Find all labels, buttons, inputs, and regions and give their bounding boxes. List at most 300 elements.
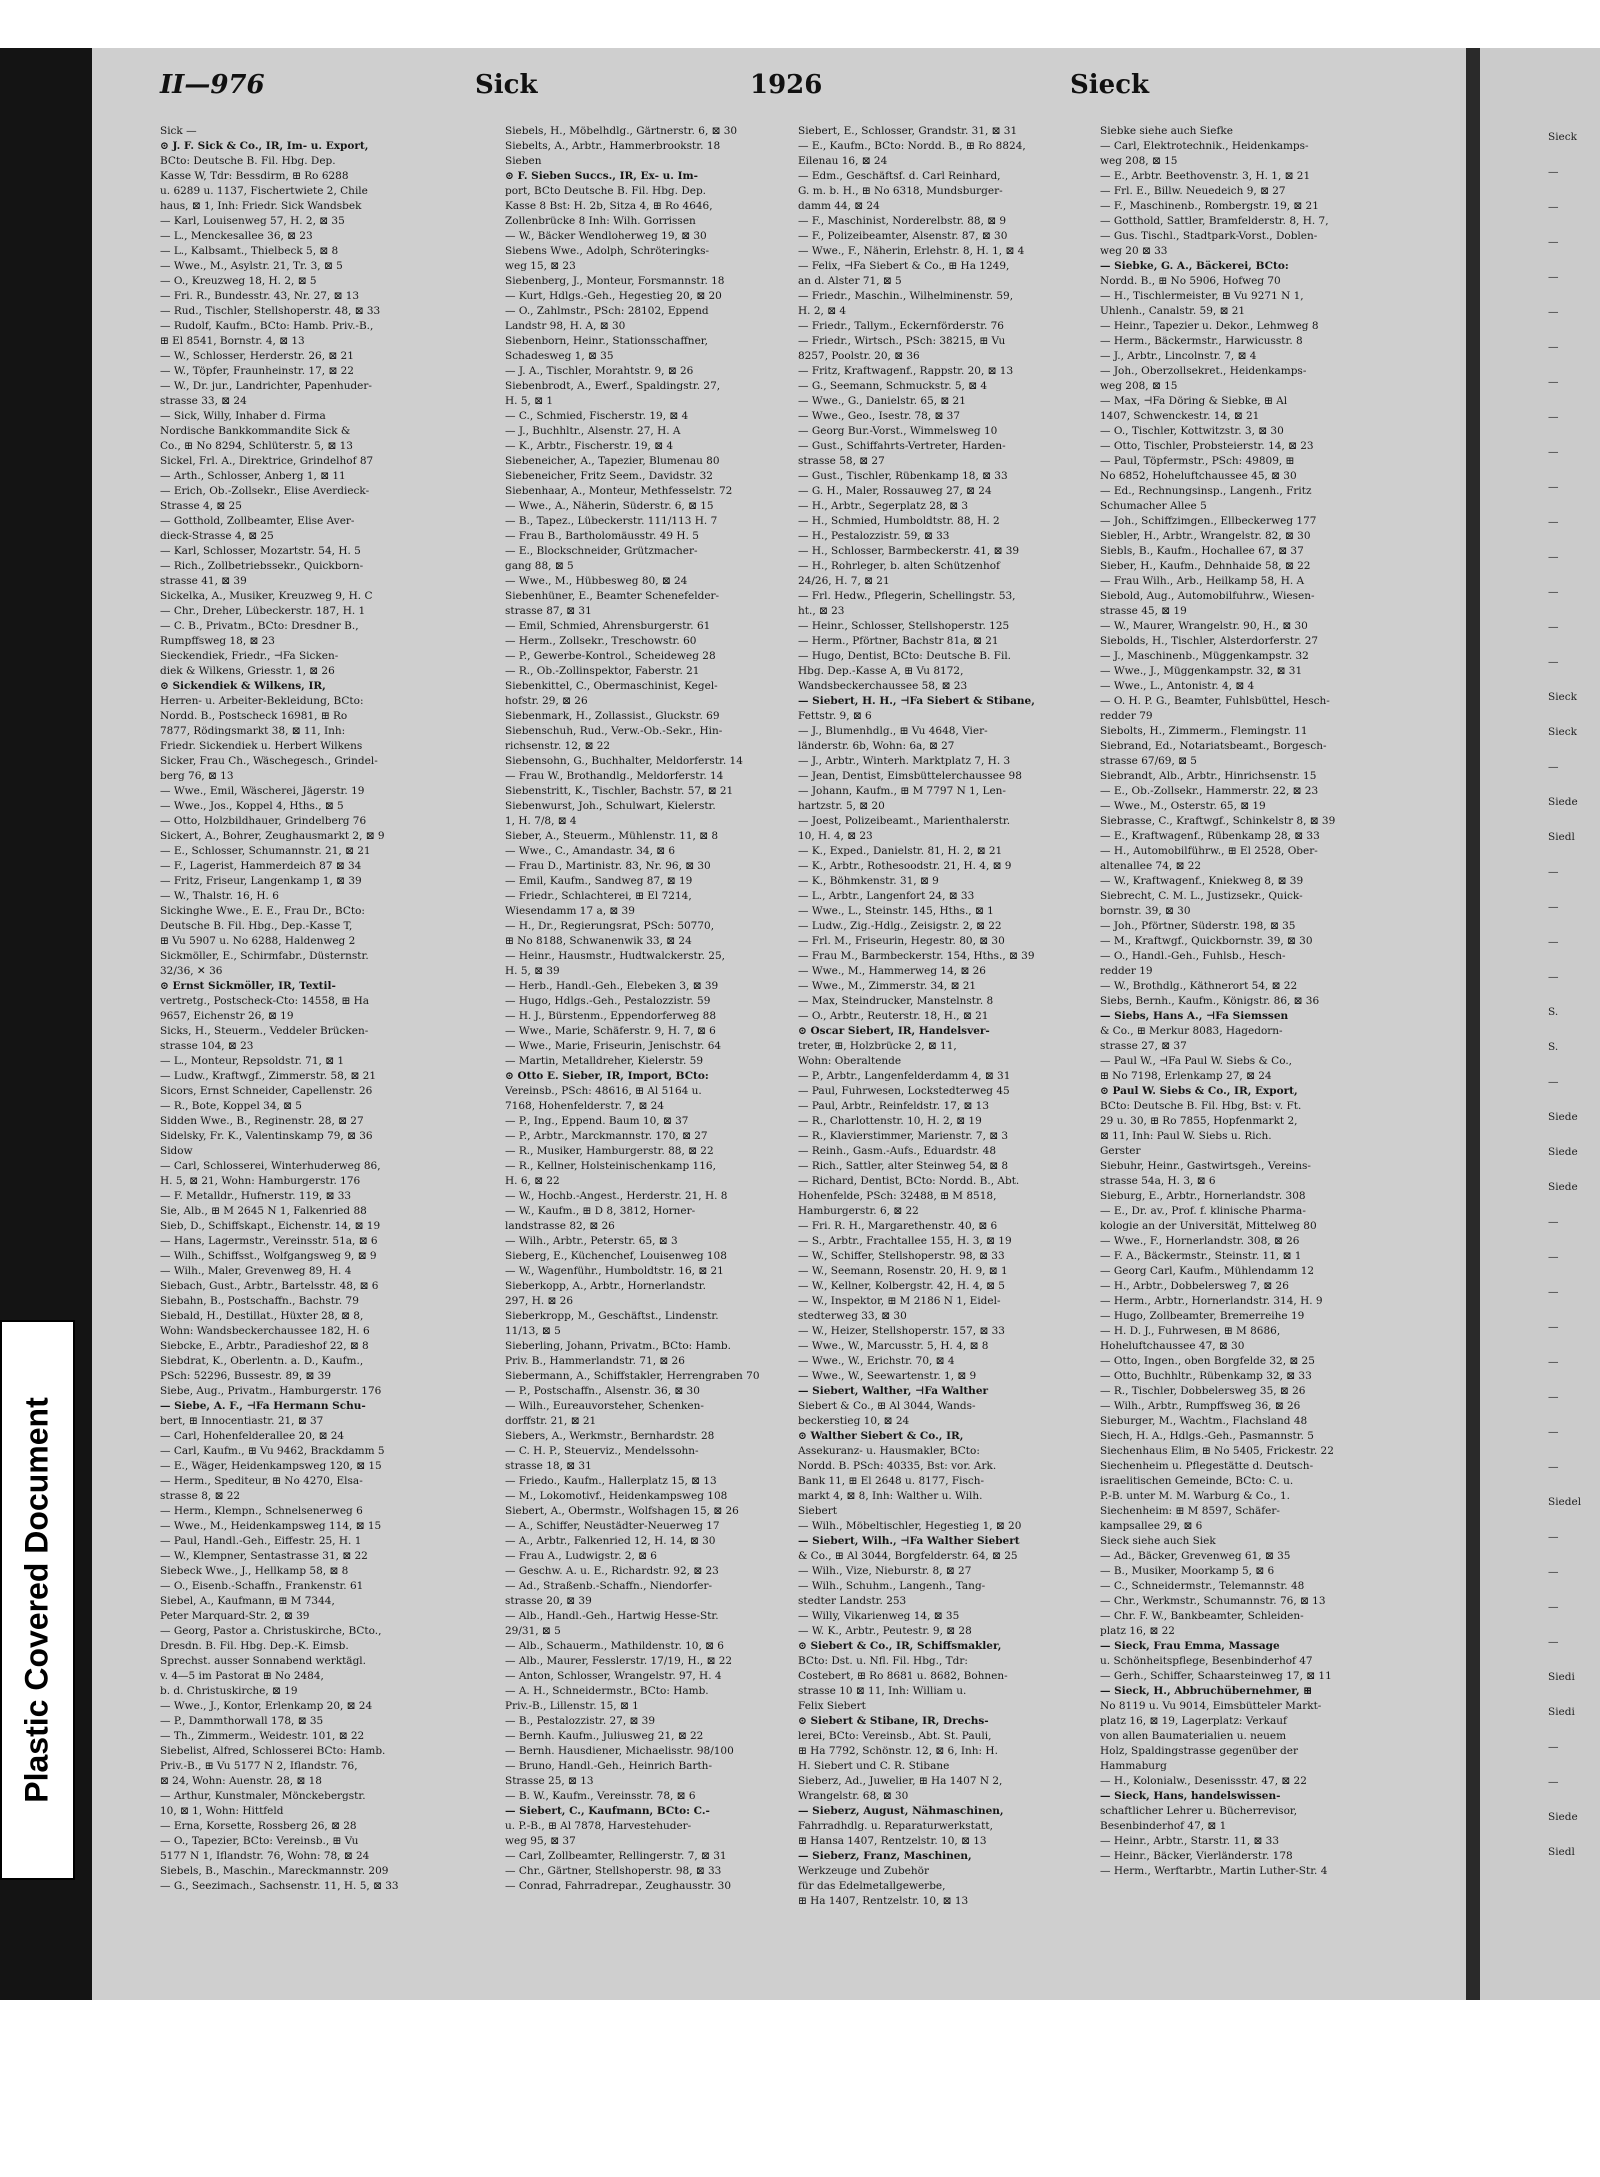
- directory-entry-line: H. 5, ⊠ 39: [505, 965, 560, 977]
- directory-entry-line: — W., Seemann, Rosenstr. 20, H. 9, ⊠ 1: [798, 1265, 1008, 1277]
- adjacent-page-fragment: —: [1548, 1601, 1559, 1613]
- directory-entry-line: strasse 8, ⊠ 22: [160, 1490, 241, 1502]
- directory-entry-line: — Heinr., Arbtr., Starstr. 11, ⊠ 33: [1100, 1835, 1280, 1847]
- directory-entry-line: — Alb., Maurer, Fesslerstr. 17/19, H., ⊠ 22: [505, 1655, 733, 1667]
- directory-entry-line: — W., Schiffer, Stellshoperstr. 98, ⊠ 33: [798, 1250, 1005, 1262]
- directory-entry-line: — H., Automobilführw., ⊞ El 2528, Ober-: [1100, 845, 1318, 857]
- directory-entry-line: — B., Musiker, Moorkamp 5, ⊠ 6: [1100, 1565, 1275, 1577]
- directory-entry-line: — Herm., Werftarbtr., Martin Luther-Str. 4: [1100, 1865, 1328, 1877]
- adjacent-page-fragment: —: [1548, 411, 1559, 423]
- directory-entry-line: Siechenhaus Elim, ⊞ No 5405, Frickestr. 22: [1100, 1445, 1334, 1457]
- directory-entry-line: — Wwe., M., Asylstr. 21, Tr. 3, ⊠ 5: [160, 260, 343, 272]
- directory-entry-line: — E., Arbtr. Beethovenstr. 3, H. 1, ⊠ 21: [1100, 170, 1311, 182]
- directory-entry-line: — Friedr., Schlachterei, ⊞ El 7214,: [505, 890, 692, 902]
- directory-entry-line: Sicors, Ernst Schneider, Capellenstr. 26: [160, 1085, 373, 1097]
- directory-entry-line: Siebenstritt, K., Tischler, Bachstr. 57, ⊠ 21: [505, 785, 734, 797]
- adjacent-page-fragment: —: [1548, 621, 1559, 633]
- directory-entry-line: — Friedr., Tallym., Eckernförderstr. 76: [798, 320, 1004, 332]
- directory-entry-line: — H., Arbtr., Dobbelersweg 7, ⊠ 26: [1100, 1280, 1289, 1292]
- directory-entry-line: — Alb., Schauerm., Mathildenstr. 10, ⊠ 6: [505, 1640, 724, 1652]
- directory-entry-line: — L., Arbtr., Langenfort 24, ⊠ 33: [798, 890, 975, 902]
- directory-entry-line: Sie, Alb., ⊞ M 2645 N 1, Falkenried 88: [160, 1205, 367, 1217]
- directory-entry-line: — W., Töpfer, Fraunheinstr. 17, ⊠ 22: [160, 365, 354, 377]
- directory-entry-line: — A. H., Schneidermstr., BCto: Hamb.: [505, 1685, 709, 1697]
- directory-entry-line: redder 19: [1100, 965, 1153, 977]
- adjacent-page-fragment: —: [1548, 971, 1559, 983]
- directory-entry-line: ⊠ 24, Wohn: Auenstr. 28, ⊠ 18: [160, 1775, 322, 1787]
- directory-entry-line: — Frau W., Brothandlg., Meldorferstr. 14: [505, 770, 724, 782]
- directory-entry-line: strasse 67/69, ⊠ 5: [1100, 755, 1197, 767]
- directory-entry-line: — W. K., Arbtr., Peutestr. 9, ⊠ 28: [798, 1625, 972, 1637]
- directory-entry-line: — H., Schmied, Humboldtstr. 88, H. 2: [798, 515, 1000, 527]
- directory-entry-line: — Otto, Holzbildhauer, Grindelberg 76: [160, 815, 367, 827]
- directory-entry-line: ⊞ Vu 5907 u. No 6288, Haldenweg 2: [160, 935, 356, 947]
- directory-entry-line: — Rich., Sattler, alter Steinweg 54, ⊠ 8: [798, 1160, 1009, 1172]
- directory-entry-line: Co., ⊞ No 8294, Schlüterstr. 5, ⊠ 13: [160, 440, 353, 452]
- directory-entry-line: & Co., ⊞ Merkur 8083, Hagedorn-: [1100, 1025, 1283, 1037]
- directory-entry-line: Sieben: [505, 155, 542, 167]
- directory-entry-line: No 8119 u. Vu 9014, Eimsbütteler Markt-: [1100, 1700, 1322, 1712]
- adjacent-page-fragment: S.: [1548, 1006, 1559, 1018]
- directory-entry-line: — O. H. P. G., Beamter, Fuhlsbüttel, Hesch-: [1100, 695, 1330, 707]
- directory-entry-line: — Frau Wilh., Arb., Heilkamp 58, H. A: [1100, 575, 1305, 587]
- directory-entry-line: — Rich., Zollbetriebssekr., Quickborn-: [160, 560, 364, 572]
- directory-entry-line: — E., Kaufm., BCto: Nordd. B., ⊞ Ro 8824,: [798, 140, 1026, 152]
- directory-entry-line: Siebert & Co., ⊞ Al 3044, Wands-: [798, 1400, 976, 1412]
- directory-entry-line: dorffstr. 21, ⊠ 21: [505, 1415, 597, 1427]
- directory-entry-line: weg 20 ⊠ 33: [1100, 245, 1168, 257]
- directory-entry-line: — Paul, Handl.-Geh., Eiffestr. 25, H. 1: [160, 1535, 362, 1547]
- directory-entry-line: ⊞ Hansa 1407, Rentzelstr. 10, ⊠ 13: [798, 1835, 987, 1847]
- directory-entry-line: ⊞ Ha 7792, Schönstr. 12, ⊠ 6, Inh: H.: [798, 1745, 998, 1757]
- directory-entry-line: — Paul, Arbtr., Reinfeldstr. 17, ⊠ 13: [798, 1100, 990, 1112]
- directory-entry-line: Bank 11, ⊞ El 2648 u. 8177, Fisch-: [798, 1475, 985, 1487]
- directory-entry-line: Hammaburg: [1100, 1760, 1167, 1772]
- directory-entry-line: & Co., ⊞ Al 3044, Borgfelderstr. 64, ⊠ 25: [798, 1550, 1018, 1562]
- directory-entry-line: strasse 27, ⊠ 37: [1100, 1040, 1187, 1052]
- directory-entry-line: — Wwe., M., Osterstr. 65, ⊠ 19: [1100, 800, 1266, 812]
- directory-entry-line: — Herm., Klempn., Schnelsenerweg 6: [160, 1505, 363, 1517]
- directory-entry-line: — K., Exped., Danielstr. 81, H. 2, ⊠ 21: [798, 845, 1003, 857]
- directory-entry-line: — A., Schiffer, Neustädter-Neuerweg 17: [505, 1520, 720, 1532]
- directory-entry-line: Kasse 8 Bst: H. 2b, Sitza 4, ⊞ Ro 4646,: [505, 200, 713, 212]
- directory-entry-line: — Herm., Arbtr., Hornerlandstr. 314, H. 9: [1100, 1295, 1323, 1307]
- directory-entry-line: — Joh., Schiffzimgen., Ellbeckerweg 177: [1100, 515, 1317, 527]
- directory-entry-line: — Rudolf, Kaufm., BCto: Hamb. Priv.-B.,: [160, 320, 374, 332]
- directory-entry-line: — P., Dammthorwall 178, ⊠ 35: [160, 1715, 324, 1727]
- adjacent-page-fragment: —: [1548, 481, 1559, 493]
- directory-entry-line: — R., Charlottenstr. 10, H. 2, ⊠ 19: [798, 1115, 982, 1127]
- directory-entry-line: ⊙ Siebert & Stibane, IR, Drechs-: [798, 1715, 989, 1727]
- directory-entry-line: — H., Pestalozzistr. 59, ⊠ 33: [798, 530, 950, 542]
- directory-entry-line: u. 6289 u. 1137, Fischertwiete 2, Chile: [160, 185, 368, 197]
- directory-entry-line: strasse 45, ⊠ 19: [1100, 605, 1187, 617]
- directory-entry-line: — W., Heizer, Stellshoperstr. 157, ⊠ 33: [798, 1325, 1005, 1337]
- directory-entry-line: — W., Dr. jur., Landrichter, Papenhuder-: [160, 380, 372, 392]
- directory-entry-line: landstrasse 82, ⊠ 26: [505, 1220, 615, 1232]
- directory-entry-line: stedterweg 33, ⊠ 30: [798, 1310, 907, 1322]
- directory-entry-line: Schadesweg 1, ⊠ 35: [505, 350, 614, 362]
- directory-entry-line: — B., Tapez., Lübeckerstr. 111/113 H. 7: [505, 515, 718, 527]
- directory-entry-line: — Joh., Oberzollsekret., Heidenkamps-: [1100, 365, 1307, 377]
- directory-entry-line: — R., Bote, Koppel 34, ⊠ 5: [160, 1100, 302, 1112]
- directory-entry-line: — Paul, Töpfermstr., PSch: 49809, ⊞: [1100, 455, 1295, 467]
- directory-entry-line: Siebel, A., Kaufmann, ⊞ M 7344,: [160, 1595, 335, 1607]
- directory-entry-line: — Wwe., M., Hammerweg 14, ⊠ 26: [798, 965, 986, 977]
- directory-entry-line: strasse 41, ⊠ 39: [160, 575, 247, 587]
- directory-entry-line: ⊙ Sickendiek & Wilkens, IR,: [160, 680, 326, 692]
- directory-entry-line: hartzstr. 5, ⊠ 20: [798, 800, 885, 812]
- directory-entry-line: — J. A., Tischler, Morahtstr. 9, ⊠ 26: [505, 365, 694, 377]
- adjacent-page-fragment: Siedl: [1548, 1846, 1575, 1858]
- directory-entry-line: 11/13, ⊠ 5: [505, 1325, 561, 1337]
- header-year: 1926: [750, 70, 823, 100]
- directory-entry-line: Siebeneicher, Fritz Seem., Davidstr. 32: [505, 470, 713, 482]
- directory-column-3: [798, 124, 1090, 1934]
- adjacent-page-fragment: —: [1548, 1741, 1559, 1753]
- directory-entry-line: — Gotthold, Sattler, Bramfelderstr. 8, H. 7,: [1100, 215, 1329, 227]
- directory-entry-line: Siebenhaar, A., Monteur, Methfesselstr. 72: [505, 485, 733, 497]
- directory-entry-line: — Erna, Korsette, Rossberg 26, ⊠ 28: [160, 1820, 357, 1832]
- directory-entry-line: Siebuhr, Heinr., Gastwirtsgeh., Vereins-: [1100, 1160, 1311, 1172]
- directory-entry-line: — Edm., Geschäftsf. d. Carl Reinhard,: [798, 170, 1001, 182]
- adjacent-page-fragment: —: [1548, 201, 1559, 213]
- directory-entry-line: — Sieck, Hans, handelswissen-: [1100, 1790, 1281, 1802]
- directory-entry-line: 1, H. 7/8, ⊠ 4: [505, 815, 577, 827]
- directory-entry-line: 8257, Poolstr. 20, ⊠ 36: [798, 350, 920, 362]
- directory-entry-line: v. 4—5 im Pastorat ⊞ No 2484,: [160, 1670, 324, 1682]
- directory-entry-line: Sickinghe Wwe., E. E., Frau Dr., BCto:: [160, 905, 365, 917]
- adjacent-page-fragment: —: [1548, 901, 1559, 913]
- directory-entry-line: strasse 104, ⊠ 23: [160, 1040, 254, 1052]
- directory-entry-line: Eilenau 16, ⊠ 24: [798, 155, 888, 167]
- directory-entry-line: Sidow: [160, 1145, 193, 1157]
- directory-entry-line: — Heinr., Hausmstr., Hudtwalckerstr. 25,: [505, 950, 726, 962]
- directory-entry-line: — W., Kellner, Kolbergstr. 42, H. 4, ⊠ 5: [798, 1280, 1005, 1292]
- directory-entry-line: — P., Arbtr., Marckmannstr. 170, ⊠ 27: [505, 1130, 708, 1142]
- directory-entry-line: — Chr., Dreher, Lübeckerstr. 187, H. 1: [160, 605, 366, 617]
- directory-entry-line: — Herm., Bäckermstr., Harwicusstr. 8: [1100, 335, 1303, 347]
- directory-entry-line: — W., Brothdlg., Käthnerort 54, ⊠ 22: [1100, 980, 1298, 992]
- directory-entry-line: ⊙ F. Sieben Succs., IR, Ex- u. Im-: [505, 170, 698, 182]
- directory-entry-line: ⊞ El 8541, Bornstr. 4, ⊠ 13: [160, 335, 305, 347]
- directory-entry-line: Siechenheim u. Pflegestätte d. Deutsch-: [1100, 1460, 1314, 1472]
- directory-entry-line: dieck-Strasse 4, ⊠ 25: [160, 530, 274, 542]
- directory-entry-line: Sieberling, Johann, Privatm., BCto: Hamb.: [505, 1340, 731, 1352]
- directory-entry-line: — Karl, Schlosser, Mozartstr. 54, H. 5: [160, 545, 361, 557]
- directory-entry-line: Siebensohn, G., Buchhalter, Meldorferstr. 14: [505, 755, 743, 767]
- directory-entry-line: — Wwe., Marie, Schäferstr. 9, H. 7, ⊠ 6: [505, 1025, 716, 1037]
- directory-entry-line: — Wwe., J., Kontor, Erlenkamp 20, ⊠ 24: [160, 1700, 373, 1712]
- directory-entry-line: Sieburg, E., Arbtr., Hornerlandstr. 308: [1100, 1190, 1306, 1202]
- directory-entry-line: Nordd. B. PSch: 40335, Bst: vor. Ark.: [798, 1460, 997, 1472]
- directory-entry-line: — Herm., Zollsekr., Treschowstr. 60: [505, 635, 697, 647]
- adjacent-page-text: [1548, 130, 1598, 1930]
- header-right-keyword: Sieck: [1070, 70, 1150, 100]
- adjacent-page-fragment: —: [1548, 1426, 1559, 1438]
- directory-entry-line: — Chr., Gärtner, Stellshoperstr. 98, ⊠ 33: [505, 1865, 722, 1877]
- directory-entry-line: — Heinr., Bäcker, Vierländerstr. 178: [1100, 1850, 1293, 1862]
- directory-entry-line: — Gus. Tischl., Stadtpark-Vorst., Doblen-: [1100, 230, 1318, 242]
- directory-entry-line: — Chr., Werkmstr., Schumannstr. 76, ⊠ 13: [1100, 1595, 1326, 1607]
- directory-entry-line: Fahrradhdlg. u. Reparaturwerkstatt,: [798, 1820, 993, 1832]
- adjacent-page-fragment: —: [1548, 586, 1559, 598]
- directory-entry-line: Nordd. B., ⊞ No 5906, Hofweg 70: [1100, 275, 1281, 287]
- directory-entry-line: — L., Menckesallee 36, ⊠ 23: [160, 230, 313, 242]
- directory-entry-line: — J., Maschinenb., Müggenkampstr. 32: [1100, 650, 1309, 662]
- directory-entry-line: — Jean, Dentist, Eimsbüttelerchaussee 98: [798, 770, 1022, 782]
- directory-entry-line: — Geschw. A. u. E., Richardstr. 92, ⊠ 23: [505, 1565, 719, 1577]
- directory-entry-line: — Paul W., ⊣Fa Paul W. Siebs & Co.,: [1100, 1055, 1293, 1067]
- directory-entry-line: — Wilh., Schuhm., Langenh., Tang-: [798, 1580, 986, 1592]
- header-left-keyword: Sick: [475, 70, 538, 100]
- directory-entry-line: — W., Wagenführ., Humboldtstr. 16, ⊠ 21: [505, 1265, 724, 1277]
- adjacent-page-fragment: —: [1548, 1251, 1559, 1263]
- directory-entry-line: 29 u. 30, ⊞ Ro 7855, Hopfenmarkt 2,: [1100, 1115, 1298, 1127]
- directory-entry-line: Sieburger, M., Wachtm., Flachsland 48: [1100, 1415, 1308, 1427]
- adjacent-page-fragment: —: [1548, 1076, 1559, 1088]
- directory-column-2: [505, 124, 797, 1934]
- directory-entry-line: — L., Kalbsamt., Thielbeck 5, ⊠ 8: [160, 245, 339, 257]
- page-number: II—976: [160, 70, 265, 100]
- directory-entry-line: Siebcke, E., Arbtr., Paradieshof 22, ⊠ 8: [160, 1340, 369, 1352]
- directory-entry-line: Siebeneicher, A., Tapezier, Blumenau 80: [505, 455, 720, 467]
- directory-entry-line: — Bruno, Handl.-Geh., Heinrich Barth-: [505, 1760, 712, 1772]
- directory-entry-line: — Fritz, Friseur, Langenkamp 1, ⊠ 39: [160, 875, 362, 887]
- directory-entry-line: an d. Alster 71, ⊠ 5: [798, 275, 902, 287]
- directory-entry-line: Assekuranz- u. Hausmakler, BCto:: [798, 1445, 980, 1457]
- adjacent-page-fragment: Sieck: [1548, 131, 1578, 143]
- directory-entry-line: — K., Arbtr., Rothesoodstr. 21, H. 4, ⊠ 9: [798, 860, 1012, 872]
- directory-entry-line: — Ad., Bäcker, Grevenweg 61, ⊠ 35: [1100, 1550, 1291, 1562]
- directory-entry-line: — O., Tischler, Kottwitzstr. 3, ⊠ 30: [1100, 425, 1284, 437]
- directory-entry-line: — H. D. J., Fuhrwesen, ⊞ M 8686,: [1100, 1325, 1281, 1337]
- adjacent-page-fragment: —: [1548, 1566, 1559, 1578]
- directory-entry-line: — F., Maschinenb., Rombergstr. 19, ⊠ 21: [1100, 200, 1319, 212]
- directory-entry-line: b. d. Christuskirche, ⊠ 19: [160, 1685, 298, 1697]
- directory-entry-line: — Anton, Schlosser, Wrangelstr. 97, H. 4: [505, 1670, 722, 1682]
- directory-entry-line: — Heinr., Tapezier u. Dekor., Lehmweg 8: [1100, 320, 1319, 332]
- directory-entry-line: Hamburgerstr. 6, ⊠ 22: [798, 1205, 919, 1217]
- directory-entry-line: — Wwe., W., Seewartenstr. 1, ⊠ 9: [798, 1370, 977, 1382]
- adjacent-page-fragment: Siedel: [1548, 1496, 1582, 1508]
- directory-entry-line: — Siebert, Walther, ⊣Fa Walther: [798, 1385, 989, 1397]
- directory-entry-line: Sieberg, E., Küchenchef, Louisenweg 108: [505, 1250, 727, 1262]
- directory-entry-line: — Ad., Straßenb.-Schaffn., Niendorfer-: [505, 1580, 713, 1592]
- adjacent-page-fragment: —: [1548, 236, 1559, 248]
- adjacent-page-fragment: —: [1548, 376, 1559, 388]
- directory-entry-line: Sieberkropp, M., Geschäftst., Lindenstr.: [505, 1310, 719, 1322]
- directory-entry-line: — E., Schlosser, Schumannstr. 21, ⊠ 21: [160, 845, 371, 857]
- directory-entry-line: weg 208, ⊠ 15: [1100, 380, 1178, 392]
- directory-entry-line: — Hugo, Hdlgs.-Geh., Pestalozzistr. 59: [505, 995, 711, 1007]
- directory-entry-line: bert, ⊞ Innocentiastr. 21, ⊠ 37: [160, 1415, 324, 1427]
- directory-entry-line: — Hans, Lagermstr., Vereinsstr. 51a, ⊠ 6: [160, 1235, 378, 1247]
- directory-entry-line: treter, ⊞, Holzbrücke 2, ⊠ 11,: [798, 1040, 957, 1052]
- directory-entry-line: Siebahn, B., Postschaffn., Bachstr. 79: [160, 1295, 359, 1307]
- directory-entry-line: — Rud., Tischler, Stellshoperstr. 48, ⊠ 33: [160, 305, 381, 317]
- directory-entry-line: — Siebs, Hans A., ⊣Fa Siemssen: [1100, 1010, 1289, 1022]
- directory-entry-line: Siebert: [798, 1505, 837, 1517]
- directory-entry-line: G. m. b. H., ⊞ No 6318, Mundsburger-: [798, 185, 1003, 197]
- directory-entry-line: — Johann, Kaufm., ⊞ M 7797 N 1, Len-: [798, 785, 1006, 797]
- directory-entry-line: strasse 33, ⊠ 24: [160, 395, 247, 407]
- directory-entry-line: Siebenmark, H., Zollassist., Gluckstr. 69: [505, 710, 720, 722]
- directory-entry-line: — G. H., Maler, Rossauweg 27, ⊠ 24: [798, 485, 992, 497]
- directory-entry-line: BCto: Deutsche B. Fil. Hbg, Bst: v. Ft.: [1100, 1100, 1302, 1112]
- directory-entry-line: Siebenborn, Heinr., Stationsschaffner,: [505, 335, 708, 347]
- directory-entry-line: länderstr. 6b, Wohn: 6a, ⊠ 27: [798, 740, 955, 752]
- directory-entry-line: — Emil, Schmied, Ahrensburgerstr. 61: [505, 620, 711, 632]
- directory-entry-line: Siebs, Bernh., Kaufm., Königstr. 86, ⊠ 36: [1100, 995, 1320, 1007]
- adjacent-page-fragment: —: [1548, 1391, 1559, 1403]
- directory-entry-line: ⊞ No 8188, Schwanenwik 33, ⊠ 24: [505, 935, 692, 947]
- directory-entry-line: — B., Pestalozzistr. 27, ⊠ 39: [505, 1715, 656, 1727]
- directory-entry-line: — Joest, Polizeibeamt., Marienthalerstr.: [798, 815, 1011, 827]
- directory-entry-line: — R., Kellner, Holsteinischenkamp 116,: [505, 1160, 716, 1172]
- directory-entry-line: Sieckendiek, Friedr., ⊣Fa Sicken-: [160, 650, 339, 662]
- directory-entry-line: 10, H. 4, ⊠ 23: [798, 830, 873, 842]
- directory-entry-line: Priv.-B., ⊞ Vu 5177 N 2, Iflandstr. 76,: [160, 1760, 358, 1772]
- directory-entry-line: ⊙ Otto E. Sieber, IR, Import, BCto:: [505, 1070, 709, 1082]
- directory-entry-line: — E., Ob.-Zollsekr., Hammerstr. 22, ⊠ 23: [1100, 785, 1319, 797]
- directory-column-1: [160, 124, 452, 1934]
- directory-entry-line: Kasse W, Tdr: Bessdirm, ⊞ Ro 6288: [160, 170, 349, 182]
- directory-entry-line: strasse 20, ⊠ 39: [505, 1595, 592, 1607]
- directory-entry-line: Wohn: Wandsbeckerchaussee 182, H. 6: [160, 1325, 370, 1337]
- adjacent-page-fragment: S.: [1548, 1041, 1559, 1053]
- directory-entry-line: 1407, Schwenckestr. 14, ⊠ 21: [1100, 410, 1260, 422]
- directory-entry-line: platz 16, ⊠ 19, Lagerplatz: Verkauf: [1100, 1715, 1287, 1727]
- directory-entry-line: — Frau A., Ludwigstr. 2, ⊠ 6: [505, 1550, 657, 1562]
- directory-entry-line: — Siebert, H. H., ⊣Fa Siebert & Stibane,: [798, 695, 1035, 707]
- directory-entry-line: Peter Marquard-Str. 2, ⊠ 39: [160, 1610, 310, 1622]
- directory-entry-line: altenallee 74, ⊠ 22: [1100, 860, 1202, 872]
- directory-entry-line: redder 79: [1100, 710, 1153, 722]
- plastic-covered-label-text: Plastic Covered Document: [18, 1397, 55, 1803]
- adjacent-page-fragment: —: [1548, 866, 1559, 878]
- directory-entry-line: — Wwe., C., Amandastr. 34, ⊠ 6: [505, 845, 676, 857]
- directory-entry-line: — O., Handl.-Geh., Fuhlsb., Hesch-: [1100, 950, 1286, 962]
- directory-entry-line: 29/31, ⊠ 5: [505, 1625, 561, 1637]
- directory-entry-line: — E., Blockschneider, Grützmacher-: [505, 545, 698, 557]
- directory-entry-line: ⊙ Oscar Siebert, IR, Handelsver-: [798, 1025, 990, 1037]
- directory-entry-line: Siebls, B., Kaufm., Hochallee 67, ⊠ 37: [1100, 545, 1304, 557]
- directory-entry-line: — R., Klavierstimmer, Marienstr. 7, ⊠ 3: [798, 1130, 1009, 1142]
- directory-entry-line: lerei, BCto: Vereinsb., Abt. St. Pauli,: [798, 1730, 992, 1742]
- directory-entry-line: — F., Maschinist, Norderelbstr. 88, ⊠ 9: [798, 215, 1007, 227]
- directory-entry-line: Siebe, Aug., Privatm., Hamburgerstr. 176: [160, 1385, 382, 1397]
- directory-entry-line: Nordd. B., Postscheck 16981, ⊞ Ro: [160, 710, 348, 722]
- directory-entry-line: — C., Schneidermstr., Telemannstr. 48: [1100, 1580, 1305, 1592]
- adjacent-page-fragment: —: [1548, 761, 1559, 773]
- directory-entry-line: — Wwe., Jos., Koppel 4, Hths., ⊠ 5: [160, 800, 344, 812]
- directory-entry-line: — C. B., Privatm., BCto: Dresdner B.,: [160, 620, 359, 632]
- directory-entry-line: weg 15, ⊠ 23: [505, 260, 576, 272]
- directory-entry-line: Deutsche B. Fil. Hbg., Dep.-Kasse T,: [160, 920, 353, 932]
- directory-entry-line: — Sieberz, August, Nähmaschinen,: [798, 1805, 1004, 1817]
- directory-entry-line: kologie an der Universität, Mittelweg 80: [1100, 1220, 1317, 1232]
- directory-entry-line: — Frau B., Bartholomäusstr. 49 H. 5: [505, 530, 699, 542]
- directory-entry-line: Siebels, H., Möbelhdlg., Gärtnerstr. 6, ⊠ 30: [505, 125, 738, 137]
- directory-entry-line: Costebert, ⊞ Ro 8681 u. 8682, Bohnen-: [798, 1670, 1008, 1682]
- directory-entry-line: — Arthur, Kunstmaler, Mönckebergstr.: [160, 1790, 366, 1802]
- directory-entry-line: — F., Polizeibeamter, Alsenstr. 87, ⊠ 30: [798, 230, 1008, 242]
- directory-entry-line: Siebrecht, C. M. L., Justizsekr., Quick-: [1100, 890, 1303, 902]
- directory-entry-line: — Ed., Rechnungsinsp., Langenh., Fritz: [1100, 485, 1312, 497]
- directory-entry-line: BCto: Dst. u. Nfl. Fil. Hbg., Tdr:: [798, 1655, 968, 1667]
- directory-entry-line: — Kurt, Hdlgs.-Geh., Hegestieg 20, ⊠ 20: [505, 290, 722, 302]
- directory-entry-line: — E., Kraftwagenf., Rübenkamp 28, ⊠ 33: [1100, 830, 1320, 842]
- directory-entry-line: — A., Arbtr., Falkenried 12, H. 14, ⊠ 30: [505, 1535, 716, 1547]
- directory-entry-line: — H., Dr., Regierungsrat, PSch: 50770,: [505, 920, 715, 932]
- directory-entry-line: ht., ⊠ 23: [798, 605, 845, 617]
- directory-entry-line: Siebolds, H., Tischler, Alsterdorferstr. 27: [1100, 635, 1319, 647]
- directory-entry-line: Wandsbeckerchaussee 58, ⊠ 23: [798, 680, 968, 692]
- directory-entry-line: Strasse 25, ⊠ 13: [505, 1775, 594, 1787]
- directory-entry-line: — Fri. R., Bundesstr. 43, Nr. 27, ⊠ 13: [160, 290, 360, 302]
- directory-entry-line: — Conrad, Fahrradrepar., Zeughausstr. 30: [505, 1880, 732, 1892]
- directory-entry-line: — Otto, Ingen., oben Borgfelde 32, ⊠ 25: [1100, 1355, 1315, 1367]
- directory-entry-line: — Georg Bur.-Vorst., Wimmelsweg 10: [798, 425, 998, 437]
- directory-entry-line: berg 76, ⊠ 13: [160, 770, 234, 782]
- directory-entry-line: Siebeck Wwe., J., Hellkamp 58, ⊠ 8: [160, 1565, 349, 1577]
- directory-entry-line: — J., Arbtr., Lincolnstr. 7, ⊠ 4: [1100, 350, 1257, 362]
- directory-entry-line: Sickert, A., Bohrer, Zeughausmarkt 2, ⊠ 9: [160, 830, 385, 842]
- directory-entry-line: — Otto, Tischler, Probsteierstr. 14, ⊠ 23: [1100, 440, 1314, 452]
- directory-entry-line: ⊠ 11, Inh: Paul W. Siebs u. Rich.: [1100, 1130, 1272, 1142]
- directory-entry-line: — Heinr., Schlosser, Stellshoperstr. 125: [798, 620, 1010, 632]
- directory-entry-line: — Sieberz, Franz, Maschinen,: [798, 1850, 972, 1862]
- directory-entry-line: — M., Lokomotivf., Heidenkampsweg 108: [505, 1490, 728, 1502]
- directory-entry-line: — W., Hochb.-Angest., Herderstr. 21, H. 8: [505, 1190, 728, 1202]
- adjacent-page-fragment: —: [1548, 271, 1559, 283]
- adjacent-page-fragment: Siede: [1548, 1811, 1578, 1823]
- directory-entry-line: — Carl, Zollbeamter, Rellingerstr. 7, ⊠ 31: [505, 1850, 727, 1862]
- directory-entry-line: — G., Seezimach., Sachsenstr. 11, H. 5, ⊠ 33: [160, 1880, 399, 1892]
- adjacent-page-fragment: Siedi: [1548, 1671, 1575, 1683]
- directory-entry-line: 7877, Rödingsmarkt 38, ⊠ 11, Inh:: [160, 725, 346, 737]
- directory-entry-line: — Gerh., Schiffer, Schaarsteinweg 17, ⊠ 11: [1100, 1670, 1332, 1682]
- directory-entry-line: u. Schönheitspflege, Besenbinderhof 47: [1100, 1655, 1313, 1667]
- directory-entry-line: — B. W., Kaufm., Vereinsstr. 78, ⊠ 6: [505, 1790, 696, 1802]
- directory-entry-line: — Karl, Louisenweg 57, H. 2, ⊠ 35: [160, 215, 345, 227]
- directory-entry-line: — Ludw., Zig.-Hdlg., Zeisigstr. 2, ⊠ 22: [798, 920, 1002, 932]
- directory-entry-line: — Carl, Hohenfelderallee 20, ⊠ 24: [160, 1430, 345, 1442]
- directory-entry-line: BCto: Deutsche B. Fil. Hbg. Dep.: [160, 155, 336, 167]
- directory-entry-line: Siebach, Gust., Arbtr., Bartelsstr. 48, ⊠ 6: [160, 1280, 379, 1292]
- directory-entry-line: — Wwe., M., Heidenkampsweg 114, ⊠ 15: [160, 1520, 382, 1532]
- directory-entry-line: — Alb., Handl.-Geh., Hartwig Hesse-Str.: [505, 1610, 719, 1622]
- directory-entry-line: Sick —: [160, 125, 197, 137]
- adjacent-page-fragment: —: [1548, 306, 1559, 318]
- directory-entry-line: gang 88, ⊠ 5: [505, 560, 574, 572]
- directory-entry-line: P.-B. unter M. M. Warburg & Co., 1.: [1100, 1490, 1290, 1502]
- directory-entry-line: Siebert, E., Schlosser, Grandstr. 31, ⊠ 31: [798, 125, 1018, 137]
- directory-entry-line: — Sieck, H., Abbruchübernehmer, ⊞: [1100, 1685, 1313, 1697]
- directory-entry-line: — J., Arbtr., Winterh. Marktplatz 7, H. 3: [798, 755, 1011, 767]
- adjacent-page-fragment: —: [1548, 1321, 1559, 1333]
- adjacent-page-fragment: —: [1548, 1776, 1559, 1788]
- directory-entry-line: hofstr. 29, ⊠ 26: [505, 695, 588, 707]
- directory-entry-line: — Wwe., A., Näherin, Süderstr. 6, ⊠ 15: [505, 500, 714, 512]
- directory-entry-line: — Siebert, C., Kaufmann, BCto: C.-: [505, 1805, 710, 1817]
- adjacent-page-fragment: —: [1548, 1356, 1559, 1368]
- adjacent-page-fragment: —: [1548, 1286, 1559, 1298]
- directory-entry-line: — Richard, Dentist, BCto: Nordd. B., Abt.: [798, 1175, 1020, 1187]
- adjacent-page-fragment: Siedi: [1548, 1706, 1575, 1718]
- directory-entry-line: ⊙ J. F. Sick & Co., IR, Im- u. Export,: [160, 140, 369, 152]
